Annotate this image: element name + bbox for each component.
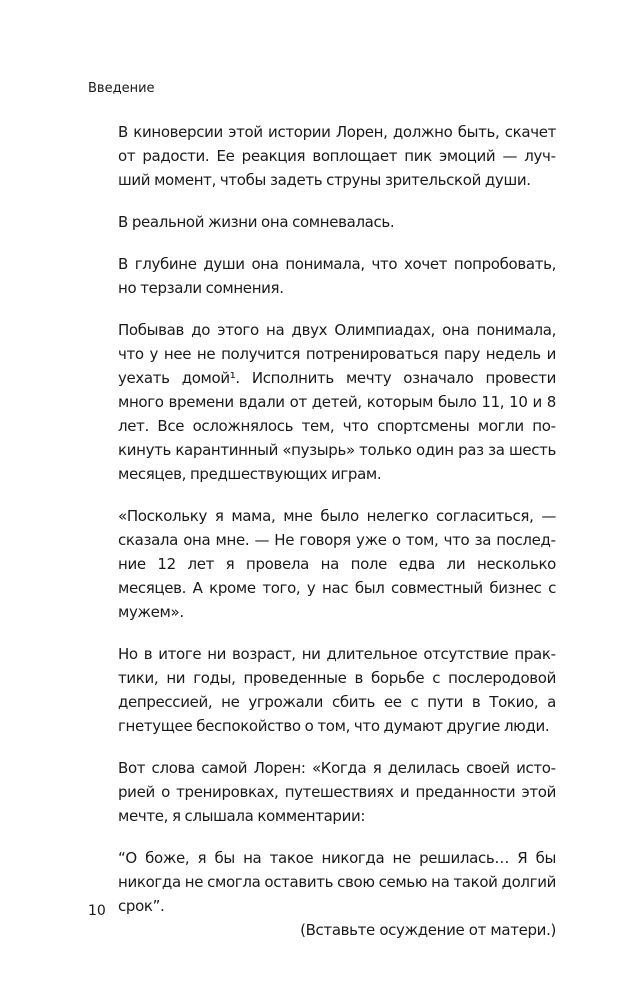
quote-paragraph: “О боже, я бы на такое никогда не решилась… Я бы никогда не смогла оставить свою семью на такой долгий срок”. bbox=[118, 849, 556, 915]
running-head: Введение bbox=[88, 81, 155, 96]
main-text bbox=[118, 120, 556, 942]
paragraph-3: В глубине души она понимала, что хочет попробовать, но терзали сомнения. bbox=[118, 255, 556, 297]
paragraph-5: «Поскольку я мама, мне было нелегко согласиться, — сказала она мне. — Не говоря уже о том, что за последние 12 лет я провела на поле едва ли несколько месяцев. А кроме того, у нас был совместный бизнес с мужем». bbox=[118, 507, 556, 621]
page-number: 10 bbox=[88, 903, 106, 919]
paragraph-6: Но в итоге ни возраст, ни длительное отсутствие практики, ни годы, проведенные в борьбе с послеродовой депрессией, не угрожали сбить ее с пути в Токио, а гнетущее беспокойство о том, что думают другие люди. bbox=[118, 645, 556, 735]
attribution-line: (Вставьте осуждение от матери.) bbox=[300, 921, 556, 939]
paragraph-7: Вот слова самой Лорен: «Когда я делилась своей историей о тренировках, путешествиях и преданности этой мечте, я слышала комментарии: bbox=[118, 759, 556, 825]
paragraph-4: Побывав до этого на двух Олимпиадах, она понимала, что у нее не получится потренироваться пару недель и уехать домой¹. Исполнить мечту означало провести много времени вдали от детей, которым было 11, 10 и 8 лет. Все осложнялось тем, что спортсмены могли покинуть карантинный «пузырь» только один раз за шесть месяцев, предшествующих играм. bbox=[118, 321, 556, 483]
paragraph-1: В киноверсии этой истории Лорен, должно быть, скачет от радости. Ее реакция воплощает пик эмоций — лучший момент, чтобы задеть струны зрительской души. bbox=[118, 123, 556, 189]
paragraph-2: В реальной жизни она сомневалась. bbox=[118, 213, 395, 231]
